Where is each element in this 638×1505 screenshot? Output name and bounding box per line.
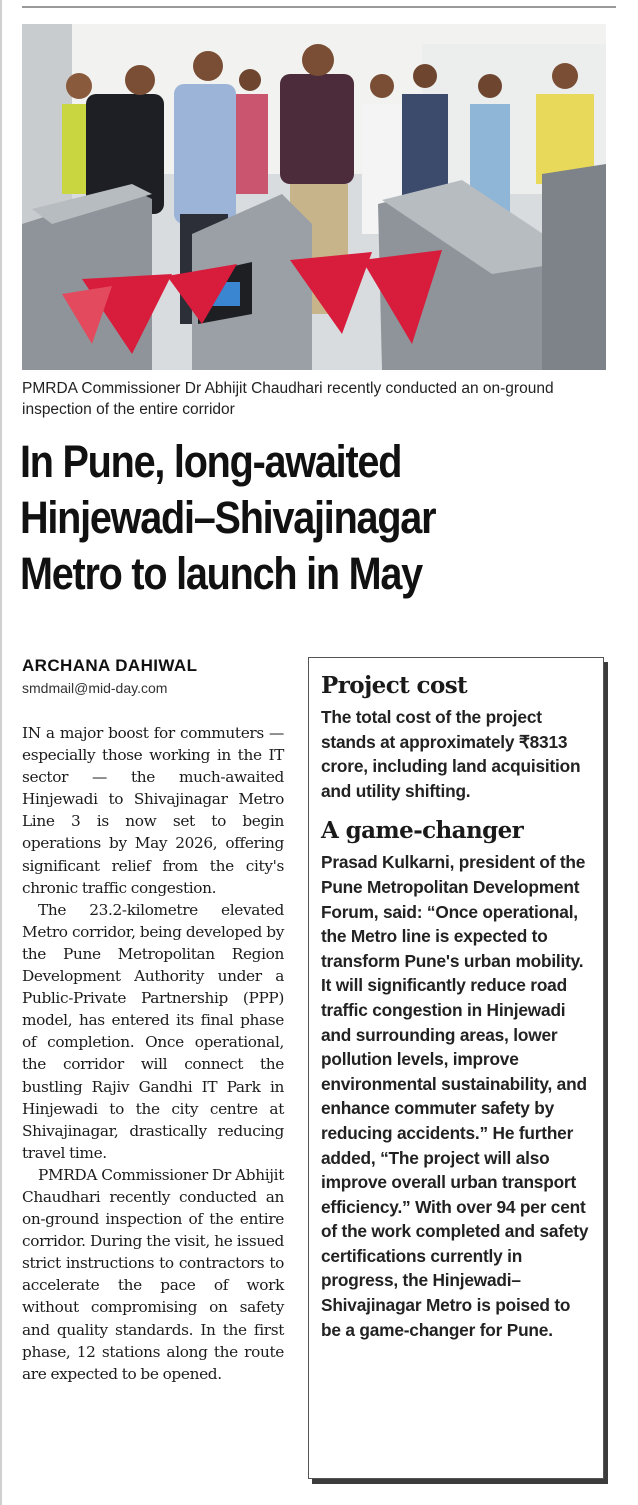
byline-author: ARCHANA DAHIWAL	[22, 656, 198, 675]
photo-caption: PMRDA Commissioner Dr Abhijit Chaudhari recently conducted an on-ground inspection of the entire corridor	[22, 380, 554, 418]
sidebar-heading-project-cost: Project cost	[321, 672, 468, 699]
top-rule	[22, 6, 616, 8]
headline-line-1: In Pune, long-awaited	[20, 436, 402, 487]
body-paragraph-3: PMRDA Commissioner Dr Abhijit Chaudhari recently conducted an on-ground inspection of the entire corridor. During the visit, he issued strict instructions to contractors to accelerate the pace of work without compromising on safety and quality standards. In the first phase, 12 stations along the route are expected to be opened.	[22, 1165, 284, 1383]
page-edge	[0, 0, 2, 1505]
news-photo	[22, 24, 606, 370]
body-paragraph-2: The 23.2-kilometre elevated Metro corridor, being developed by the Pune Metropolitan Region Development Authority under a Public-Private Partnership (PPP) model, has entered its final phase of completion. Once operational, the corridor will connect the bustling Rajiv Gandhi IT Park in Hinjewadi to the city centre at Shivajinagar, drastically reducing travel time.	[22, 900, 284, 1162]
headline	[20, 434, 548, 602]
article-body	[22, 722, 284, 1385]
sidebar-box	[308, 657, 604, 1479]
byline-email: smdmail@mid-day.com	[22, 680, 168, 696]
sidebar-text-game-changer: Prasad Kulkarni, president of the Pune Metropolitan Development Forum, said: “Once operational, the Metro line is expected to transform Pune's urban mobility. It will significantly reduce road traffic congestion in Hinjewadi and surrounding areas, lower pollution levels, improve environmental sustainability, and enhance commuter safety by reducing accidents.” He further added, “The project will also improve overall urban transport efficiency.” With over 94 per cent of the work completed and safety certifications currently in progress, the Hinjewadi–Shivajinagar Metro is poised to be a game-changer for Pune.	[321, 852, 589, 1340]
sidebar-heading-game-changer: A game-changer	[321, 817, 524, 845]
photo-illustration	[22, 24, 606, 370]
headline-line-2: Hinjewadi–Shivajinagar	[20, 492, 436, 543]
body-paragraph-1: IN a major boost for commuters — especially those working in the IT sector — the much-awaited Hinjewadi to Shivajinagar Metro Line 3 is now set to begin operations by May 2026, offering significant relief from the city's chronic traffic congestion.	[22, 724, 284, 897]
sidebar-text-project-cost: The total cost of the project stands at approximately ₹8313 crore, including land acquisition and utility shifting.	[321, 707, 581, 801]
headline-line-3: Metro to launch in May	[20, 548, 422, 599]
